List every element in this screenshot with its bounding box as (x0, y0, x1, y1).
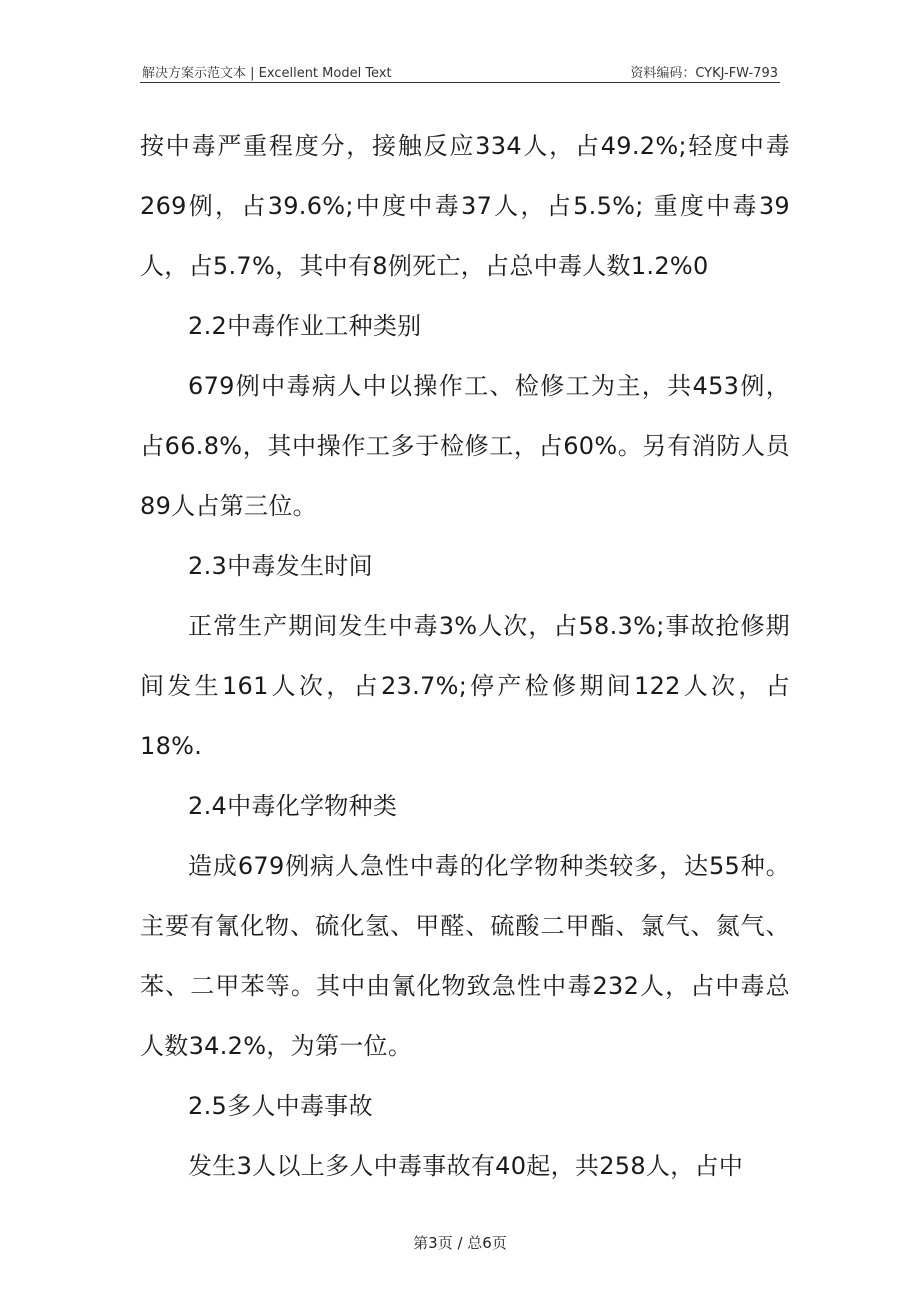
section-heading-2-3: 2.3中毒发生时间 (188, 552, 373, 580)
section-heading-2-4: 2.4中毒化学物种类 (188, 792, 398, 820)
paragraph-severity: 按中毒严重程度分，接触反应334人，占49.2%;轻度中毒269例，占39.6%;中度中毒37人，占5.5%; 重度中毒39人，占5.7%，其中有8例死亡，占总中毒人数1.2%0 (140, 132, 790, 280)
section-heading-2-5: 2.5多人中毒事故 (188, 1092, 373, 1120)
document-body (140, 116, 790, 1196)
page-header (140, 58, 780, 83)
paragraph-timing: 正常生产期间发生中毒3%人次，占58.3%;事故抢修期间发生161人次，占23.7%;停产检修期间122人次，占18%. (140, 612, 790, 760)
page-number: 第3页 / 总6页 (413, 1234, 507, 1252)
section-heading-2-2: 2.2中毒作业工种类别 (188, 312, 422, 340)
paragraph-mass-poisoning: 发生3人以上多人中毒事故有40起，共258人，占中 (188, 1152, 744, 1180)
header-title: 解决方案示范文本 | Excellent Model Text (142, 66, 392, 81)
page-footer (0, 1232, 920, 1253)
document-code: 资料编码：CYKJ-FW-793 (630, 66, 778, 81)
paragraph-chemicals: 造成679例病人急性中毒的化学物种类较多，达55种。主要有氰化物、硫化氢、甲醛、硫酸二甲酯、氯气、氮气、苯、二甲苯等。其中由氰化物致急性中毒232人，占中毒总人数34.2%，为第一位。 (140, 852, 790, 1060)
paragraph-job-types: 679例中毒病人中以操作工、检修工为主，共453例，占66.8%，其中操作工多于检修工，占60%。另有消防人员89人占第三位。 (140, 372, 790, 520)
